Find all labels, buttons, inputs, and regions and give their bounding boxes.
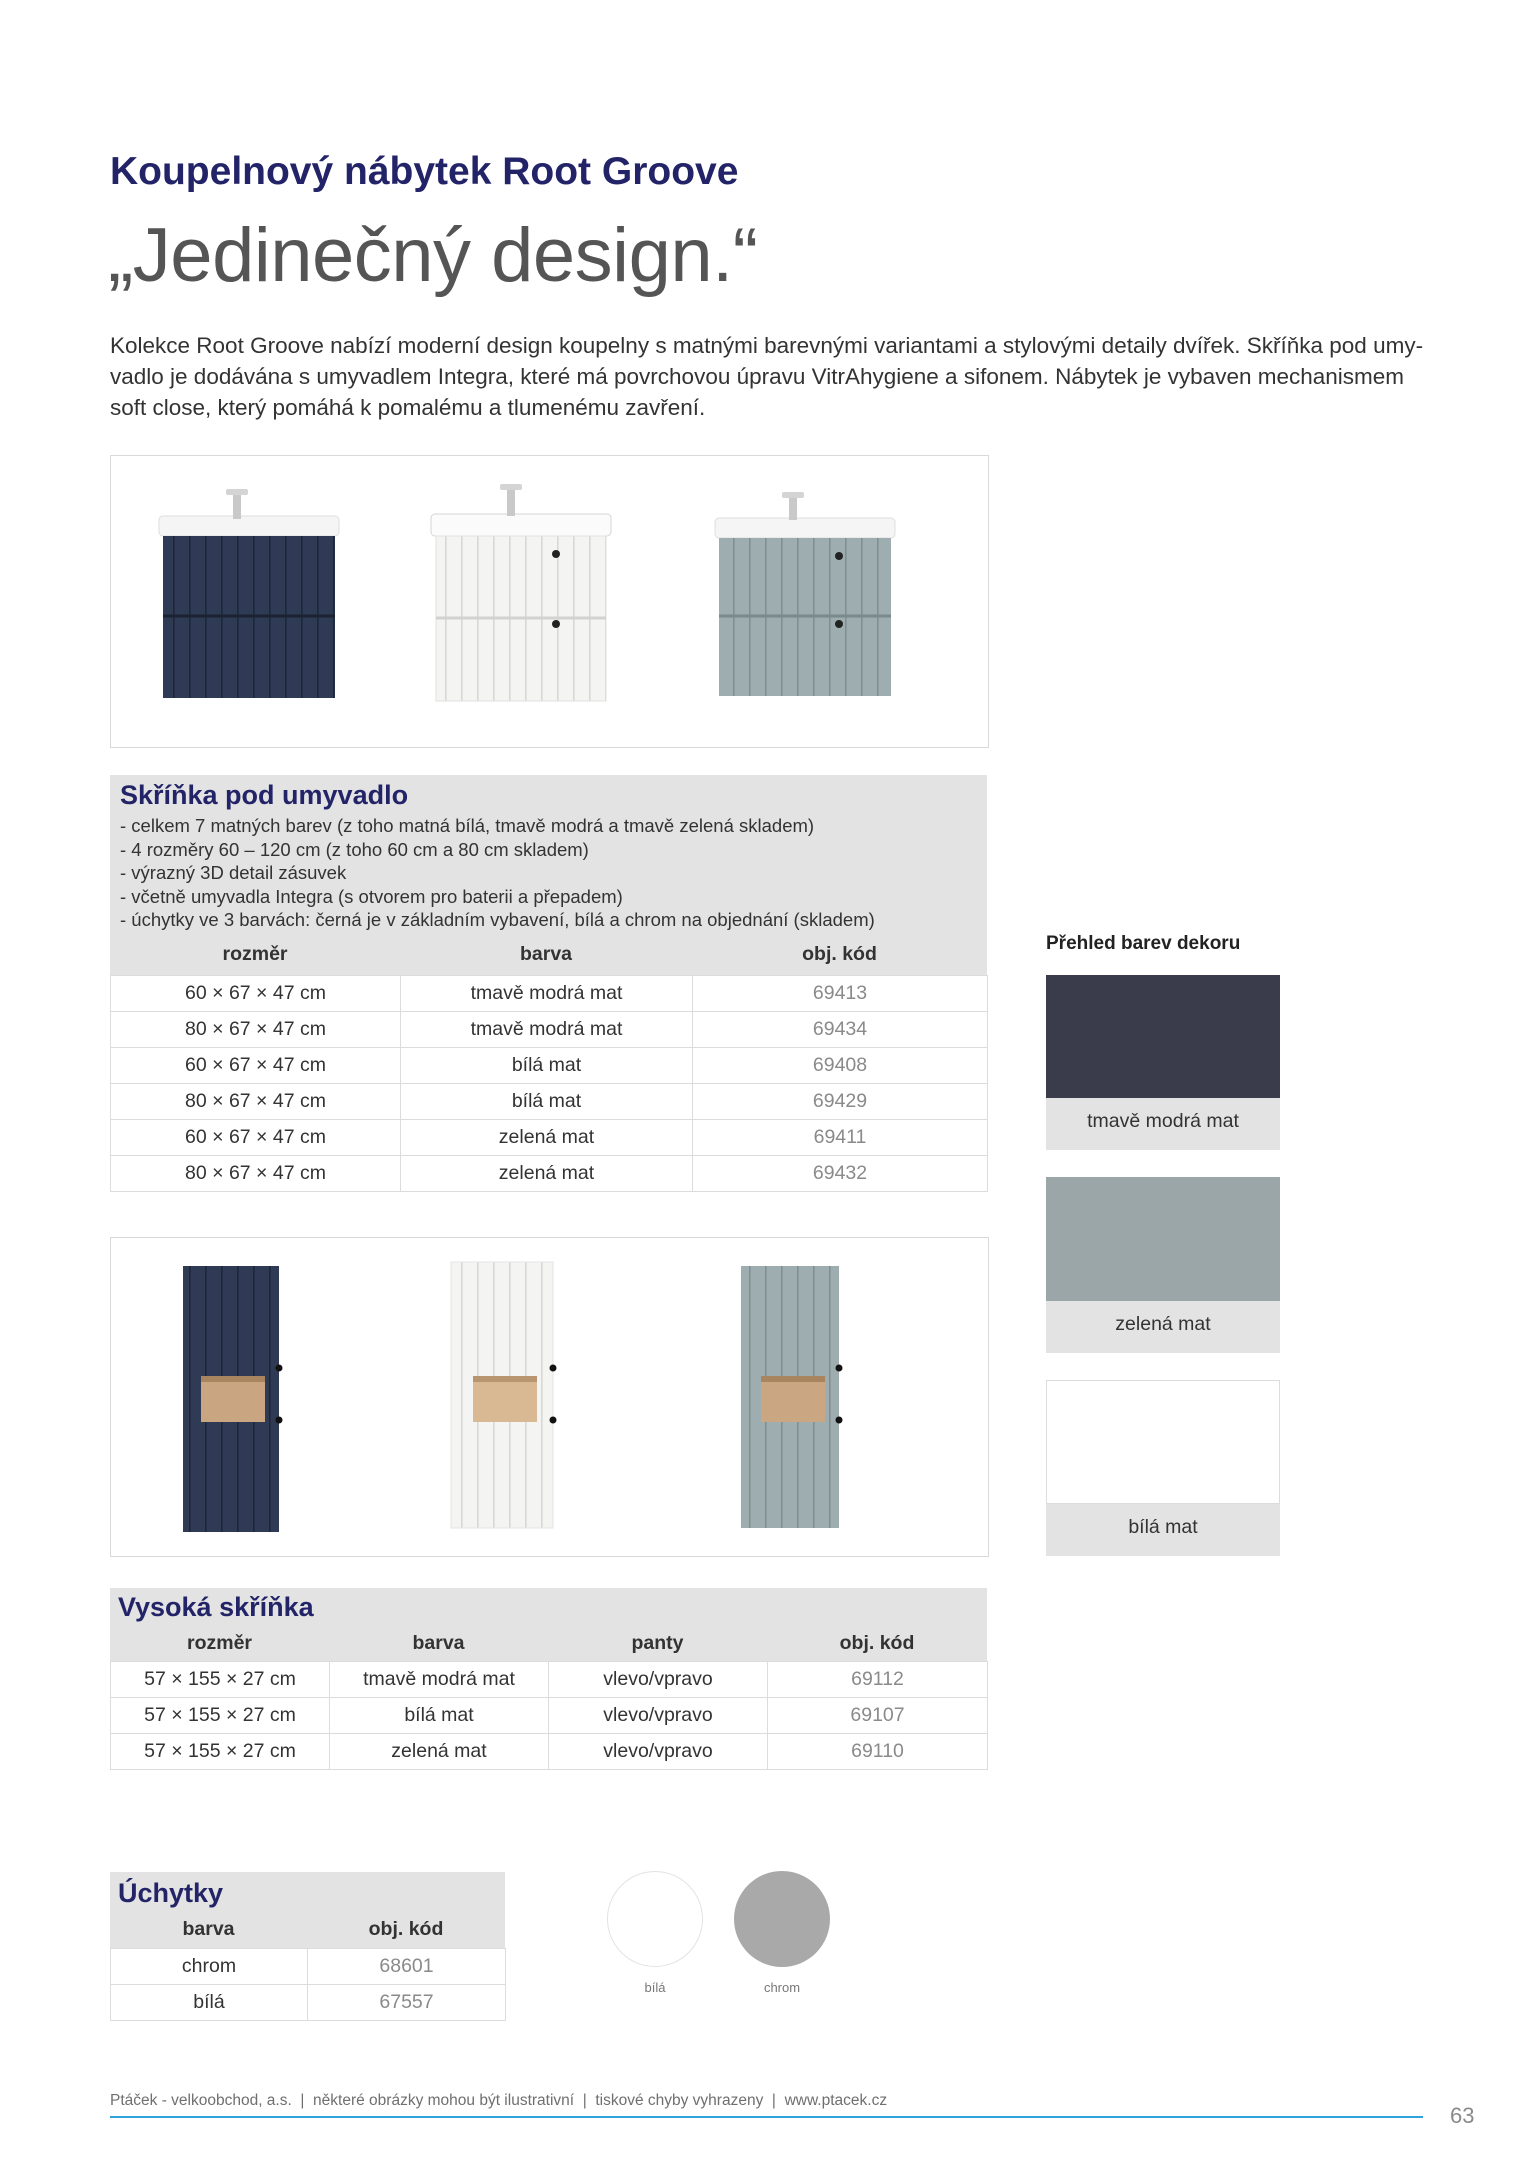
size-cell: 57 × 155 × 27 cm xyxy=(111,1698,330,1734)
handles-table xyxy=(110,1948,506,2021)
column-header: barva xyxy=(182,1918,235,1940)
table-row xyxy=(111,1048,988,1084)
handle-label-white: bílá xyxy=(644,1980,666,1995)
handles-section-title: Úchytky xyxy=(118,1878,224,1908)
decor-label-white: bílá mat xyxy=(1046,1504,1280,1556)
tall-section-title: Vysoká skříňka xyxy=(118,1592,314,1622)
tall-cabinet-blue-image xyxy=(183,1266,283,1532)
code-cell: 69432 xyxy=(693,1156,988,1192)
column-header: obj. kód xyxy=(368,1918,444,1940)
bullet-item: - včetně umyvadla Integra (s otvorem pro baterii a přepadem) xyxy=(120,885,623,907)
column-header: rozměr xyxy=(186,1632,253,1654)
vanity-bullets xyxy=(120,814,875,932)
table-row xyxy=(111,1662,988,1698)
color-cell: bílá mat xyxy=(401,1084,693,1120)
color-cell: tmavě modrá mat xyxy=(401,1012,693,1048)
bullet-item: - výrazný 3D detail zásuvek xyxy=(120,862,347,883)
tall-cabinet-green-image xyxy=(741,1266,843,1528)
decor-swatch-green xyxy=(1046,1177,1280,1301)
decor-label-blue: tmavě modrá mat xyxy=(1046,1098,1280,1150)
code-cell: 69408 xyxy=(693,1048,988,1084)
code-cell: 69434 xyxy=(693,1012,988,1048)
column-header: obj. kód xyxy=(802,943,877,965)
decor-swatch-blue xyxy=(1046,975,1280,1098)
intro-line: vadlo je dodávána s umyvadlem Integra, které má povrchovou úpravu VitrAhygiene a sifonem. Nábytek je vybaven mechanismem xyxy=(110,364,1405,389)
size-cell: 60 × 67 × 47 cm xyxy=(111,1120,401,1156)
bullet-item: - celkem 7 matných barev (z toho matná bílá, tmavě modrá a tmavě zelená skladem) xyxy=(120,815,815,836)
color-cell: tmavě modrá mat xyxy=(401,976,693,1012)
tall-section-header xyxy=(110,1588,987,1661)
size-cell: 80 × 67 × 47 cm xyxy=(111,1156,401,1192)
color-cell: zelená mat xyxy=(401,1156,693,1192)
decor-label-green: zelená mat xyxy=(1046,1301,1280,1353)
size-cell: 60 × 67 × 47 cm xyxy=(111,1048,401,1084)
tall-table xyxy=(110,1661,988,1770)
table-row xyxy=(111,976,988,1012)
column-header: barva xyxy=(519,943,573,965)
handle-label-chrome: chrom xyxy=(763,1980,801,1995)
table-row xyxy=(111,1084,988,1120)
footer-divider xyxy=(110,2116,1423,2118)
vanity-section-header xyxy=(110,775,987,975)
tall-cabinet-white-image xyxy=(451,1262,557,1528)
intro-line: Kolekce Root Groove nabízí moderní design koupelny s matnými barevnými variantami a stylovými detaily dvířek. Skříňka pod umy- xyxy=(110,333,1424,358)
code-cell: 69411 xyxy=(693,1120,988,1156)
handle-swatch-white xyxy=(607,1871,703,1967)
table-row xyxy=(111,1120,988,1156)
vanity-white-image xyxy=(431,484,611,701)
tall-photo-panel xyxy=(110,1237,989,1557)
color-cell: bílá xyxy=(111,1985,308,2021)
column-header: panty xyxy=(631,1632,684,1654)
vanity-photo-panel xyxy=(110,455,989,748)
code-cell: 67557 xyxy=(308,1985,506,2021)
size-cell: 60 × 67 × 47 cm xyxy=(111,976,401,1012)
code-cell: 69110 xyxy=(768,1734,988,1770)
intro-paragraph xyxy=(110,330,1430,423)
vanity-green-image xyxy=(715,492,895,696)
hinge-cell: vlevo/vpravo xyxy=(549,1662,768,1698)
table-row xyxy=(111,1734,988,1770)
vanity-section-title: Skříňka pod umyvadlo xyxy=(120,780,409,810)
size-cell: 57 × 155 × 27 cm xyxy=(111,1734,330,1770)
color-cell: zelená mat xyxy=(330,1734,549,1770)
vanity-cabinets-illustration xyxy=(111,456,988,747)
vanity-blue-image xyxy=(159,489,339,698)
intro-line: soft close, který pomáhá k pomalému a tlumenému zavření. xyxy=(110,395,706,420)
vanity-table xyxy=(110,975,988,1192)
table-row xyxy=(111,1985,506,2021)
size-cell: 57 × 155 × 27 cm xyxy=(111,1662,330,1698)
code-cell: 69413 xyxy=(693,976,988,1012)
table-row xyxy=(111,1156,988,1192)
color-cell: chrom xyxy=(111,1949,308,1985)
tall-cabinets-illustration xyxy=(111,1238,988,1556)
handle-swatch-chrome xyxy=(734,1871,830,1967)
page-quote: „Jedinečný design.“ xyxy=(108,213,758,298)
table-row xyxy=(111,1012,988,1048)
color-cell: bílá mat xyxy=(330,1698,549,1734)
page-title: Koupelnový nábytek Root Groove xyxy=(110,150,739,193)
column-header: barva xyxy=(412,1632,465,1654)
hinge-cell: vlevo/vpravo xyxy=(549,1698,768,1734)
handles-section-header xyxy=(110,1872,505,1948)
column-header: obj. kód xyxy=(839,1632,915,1654)
code-cell: 69107 xyxy=(768,1698,988,1734)
code-cell: 69429 xyxy=(693,1084,988,1120)
decor-title: Přehled barev dekoru xyxy=(1046,933,1241,954)
color-cell: tmavě modrá mat xyxy=(330,1662,549,1698)
size-cell: 80 × 67 × 47 cm xyxy=(111,1084,401,1120)
decor-swatch-white xyxy=(1046,1380,1280,1504)
bullet-item: - 4 rozměry 60 – 120 cm (z toho 60 cm a 80 cm skladem) xyxy=(120,838,589,860)
size-cell: 80 × 67 × 47 cm xyxy=(111,1012,401,1048)
page-number: 63 xyxy=(1450,2103,1475,2128)
hinge-cell: vlevo/vpravo xyxy=(549,1734,768,1770)
footer-text: Ptáček - velkoobchod, a.s. | některé obrázky mohou být ilustrativní | tiskové chyby vyhrazeny | www.ptacek.cz xyxy=(110,2092,888,2109)
table-row xyxy=(111,1949,506,1985)
color-cell: zelená mat xyxy=(401,1120,693,1156)
column-header: rozměr xyxy=(222,943,288,965)
code-cell: 69112 xyxy=(768,1662,988,1698)
color-cell: bílá mat xyxy=(401,1048,693,1084)
table-row xyxy=(111,1698,988,1734)
bullet-item: - úchytky ve 3 barvách: černá je v základním vybavení, bílá a chrom na objednání (skladem) xyxy=(120,909,875,930)
code-cell: 68601 xyxy=(308,1949,506,1985)
